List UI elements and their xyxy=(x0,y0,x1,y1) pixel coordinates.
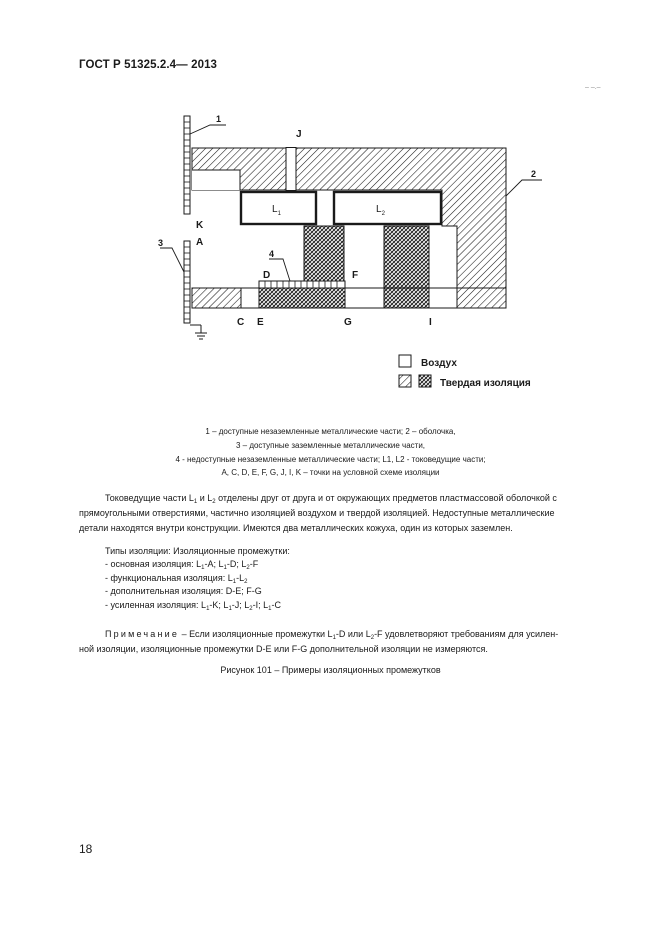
point-D: D xyxy=(263,270,271,281)
metal-part-4 xyxy=(259,281,345,288)
solid-insert-E xyxy=(259,288,345,308)
opening-I xyxy=(429,288,457,308)
paragraph-line-2: прямоугольными отверстиями, частично изоляцией воздухом и твердой изоляцией. Недоступные металлические xyxy=(79,508,555,518)
caption-line-4: A, C, D, E, F, G, J, I, K – точки на условной схеме изоляции xyxy=(221,468,440,477)
support-L2 xyxy=(384,226,429,288)
note xyxy=(79,627,613,657)
paragraph-line-1: Токоведущие части $L_1$ и $L_2$ отделены друг от друга и от окружающих предметов пластмассовой оболочкой с xyxy=(105,493,557,505)
ground-symbol xyxy=(190,325,207,339)
opening-J xyxy=(286,148,296,191)
label-3: 3 xyxy=(158,238,164,248)
solid-insert-I xyxy=(384,288,429,308)
caption-line-1: 1 – доступные незаземленные металлические части; 2 – оболочка, xyxy=(205,427,456,436)
point-A: A xyxy=(196,237,204,248)
legend-air-swatch xyxy=(399,355,411,367)
insulation-diagram xyxy=(0,0,661,400)
page-number: 18 xyxy=(79,842,93,856)
metal-part-1 xyxy=(184,116,190,214)
legend-solid-swatch-1 xyxy=(399,375,411,387)
note-line-1: Примечание – Если изоляционные промежутки $L_1-D$ или $L_2-F$ удовлетворяют требованиям для усилен- xyxy=(105,629,559,641)
type-basic: - основная изоляция: $L_1-A$; $L_1-D$; $L_2-F$ xyxy=(105,559,259,572)
note-line-2: ной изоляции, изоляционные промежутки D-E или F-G дополнительной изоляции не измеряются. xyxy=(79,644,488,654)
caption-line-3: 4 - недоступные незаземленные металлические части; L1, L2 - токоведущие части; xyxy=(175,455,486,464)
legend-solid-swatch-2 xyxy=(419,375,431,387)
live-part-L1 xyxy=(241,192,316,224)
legend-solid-label: Твердая изоляция xyxy=(440,378,531,389)
label-4: 4 xyxy=(269,249,275,259)
point-K: K xyxy=(196,220,204,231)
label-L2: $L_2$ xyxy=(376,204,385,217)
type-supplementary: - дополнительная изоляция: D-E; F-G xyxy=(105,586,262,597)
point-C: C xyxy=(237,317,245,328)
point-J: J xyxy=(296,129,302,140)
paragraph-description xyxy=(79,491,613,536)
label-L1: $L_1$ xyxy=(272,204,281,217)
live-part-L2 xyxy=(334,192,441,224)
paragraph-line-3: детали находятся внутри конструкции. Имеются два металлических кожуха, один из которых заземлен. xyxy=(79,523,513,533)
opening-G xyxy=(345,288,384,308)
document-header: ГОСТ Р 51325.2.4— 2013 xyxy=(79,59,218,71)
type-functional: - функциональная изоляция: $L_1-L_2$ xyxy=(105,572,248,585)
caption-line-2: 3 – доступные заземленные металлические части, xyxy=(235,441,426,450)
enclosure-ledge xyxy=(192,170,240,190)
legend-air-label: Воздух xyxy=(421,358,457,369)
insulation-types-list xyxy=(105,545,290,612)
point-F: F xyxy=(352,270,359,281)
types-intro: Типы изоляции: Изоляционные промежутки: xyxy=(105,546,290,556)
label-2: 2 xyxy=(531,169,537,179)
point-I: I xyxy=(429,317,432,328)
label-1: 1 xyxy=(216,114,222,124)
header-mark: – –.– xyxy=(585,84,601,91)
point-G: G xyxy=(344,317,352,328)
opening-C xyxy=(241,288,259,308)
point-E: E xyxy=(257,317,264,328)
type-reinforced: - усиленная изоляция: $L_1-K$; $L_1-J$; $L_2-I$; $L_1-C$ xyxy=(105,599,281,612)
legend xyxy=(399,355,531,389)
figure-title: Рисунок 101 – Примеры изоляционных промежутков xyxy=(220,665,441,675)
support-L1 xyxy=(304,226,344,281)
